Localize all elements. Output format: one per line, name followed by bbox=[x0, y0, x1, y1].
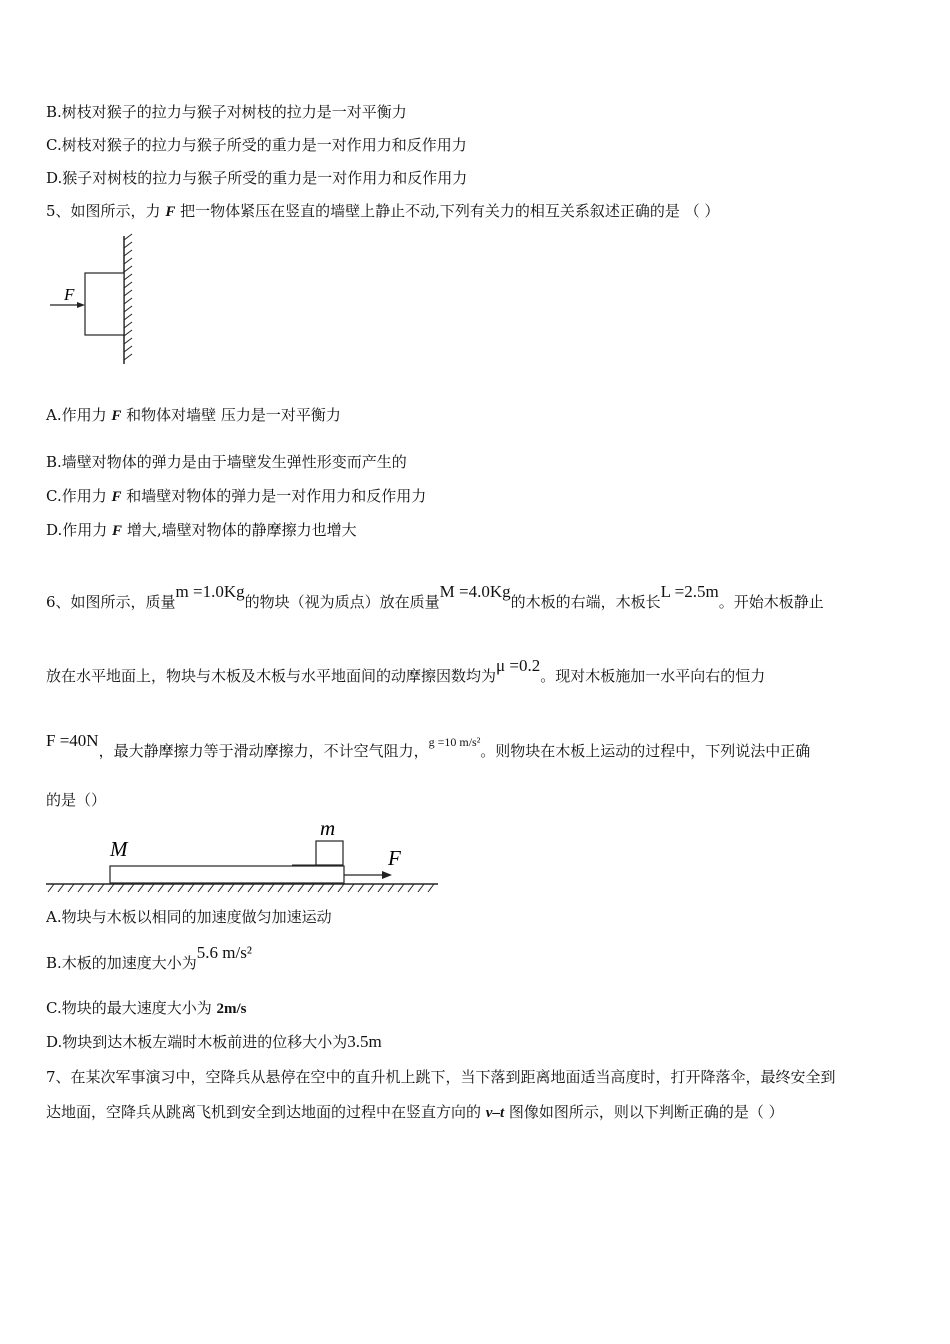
q7-vt-symbol: v–t bbox=[485, 1105, 505, 1121]
q6-friction-coefficient: μ =0.2 bbox=[496, 656, 541, 675]
q5-option-c-text-b: 和墙壁对物体的弹力是一对作用力和反作用力 bbox=[121, 487, 427, 505]
q5-wall-figure bbox=[44, 232, 144, 368]
q6-line-4: 的是（） bbox=[46, 791, 107, 809]
q6-fig-board-label: M bbox=[110, 837, 128, 861]
q5-stem-text-b: 把一物体紧压在竖直的墙壁上静止不动,下列有关力的相互关系叙述正确的是 （ ） bbox=[175, 202, 720, 220]
block bbox=[316, 841, 343, 865]
q5-stem-text-a: 5、如图所示，力 bbox=[46, 202, 166, 220]
q7-text-b: 图像如图所示，则以下判断正确的是（ ） bbox=[504, 1103, 784, 1121]
q5-fig-force-label: F bbox=[64, 285, 75, 304]
q6-text: 的木板的右端，木板长 bbox=[510, 593, 661, 611]
q6-text: 。开始木板静止 bbox=[718, 593, 824, 611]
q6-option-d-value: 3.5m bbox=[347, 1032, 382, 1051]
q7-line-1: 7、在某次军事演习中，空降兵从悬停在空中的直升机上跳下，当下落到距离地面适当高度时，打开降落伞，最终安全到 bbox=[46, 1068, 836, 1086]
q6-option-b-text: B.木板的加速度大小为 bbox=[46, 954, 197, 972]
q4-option-c: C.树枝对猴子的拉力与猴子所受的重力是一对作用力和反作用力 bbox=[46, 136, 467, 154]
q6-text: 放在水平地面上，物块与木板及木板与水平地面间的动摩擦因数均为 bbox=[46, 667, 497, 685]
q6-option-d-text: D.物块到达木板左端时木板前进的位移大小为 bbox=[46, 1033, 348, 1051]
q5-option-a bbox=[46, 405, 341, 426]
q6-option-b-value: 5.6 m/s² bbox=[196, 943, 252, 962]
q5-option-c-text-a: C.作用力 bbox=[46, 487, 112, 505]
q5-option-c bbox=[46, 486, 426, 507]
q6-option-c bbox=[46, 998, 246, 1019]
q5-option-c-force: F bbox=[111, 489, 122, 505]
q7-line-2 bbox=[46, 1102, 784, 1123]
q6-length: L =2.5m bbox=[660, 582, 719, 601]
q6-line-1 bbox=[46, 582, 824, 612]
q6-fig-block-label: m bbox=[320, 818, 336, 840]
q6-option-a: A.物块与木板以相同的加速度做匀加速运动 bbox=[46, 908, 332, 926]
q6-fig-force-label: F bbox=[388, 846, 401, 870]
q7-text-a: 达地面，空降兵从跳离飞机到安全到达地面的过程中在竖直方向的 bbox=[46, 1103, 486, 1121]
q6-text: ，最大静摩擦力等于滑动摩擦力，不计空气阻力， bbox=[98, 742, 429, 760]
q6-board-figure bbox=[44, 818, 444, 894]
q6-force-value: F =40N bbox=[46, 731, 99, 750]
q6-text: 6、如图所示，质量 bbox=[46, 593, 176, 611]
q5-option-d-text-a: D.作用力 bbox=[46, 521, 113, 539]
q6-mass-small: m =1.0Kg bbox=[175, 582, 245, 601]
q6-text: 。则物块在木板上运动的过程中，下列说法中正确 bbox=[480, 742, 811, 760]
q5-option-b: B.墙壁对物体的弹力是由于墙壁发生弹性形变而产生的 bbox=[46, 453, 407, 471]
q6-option-b bbox=[46, 943, 252, 973]
q5-option-a-text-b: 和物体对墙壁 压力是一对平衡力 bbox=[121, 406, 341, 424]
q6-option-d bbox=[46, 1032, 382, 1052]
q4-option-b: B.树枝对猴子的拉力与猴子对树枝的拉力是一对平衡力 bbox=[46, 103, 407, 121]
q6-option-c-text: C.物块的最大速度大小为 bbox=[46, 999, 217, 1017]
q6-mass-large: M =4.0Kg bbox=[439, 582, 511, 601]
q5-stem bbox=[46, 201, 719, 222]
ground-hatching bbox=[48, 884, 434, 892]
q6-line-3 bbox=[46, 731, 811, 762]
q6-gravity: g =10 m/s² bbox=[428, 735, 481, 749]
q6-text: 的物块（视为质点）放在质量 bbox=[244, 593, 440, 611]
q5-option-d bbox=[46, 520, 357, 541]
q6-line-2 bbox=[46, 656, 766, 686]
q6-option-c-value: 2m/s bbox=[216, 1001, 247, 1017]
wall-hatching bbox=[124, 234, 132, 364]
q5-option-a-text-a: A.作用力 bbox=[46, 406, 112, 424]
q5-option-a-force: F bbox=[111, 408, 122, 424]
q5-option-d-text-b: 增大,墙壁对物体的静摩擦力也增大 bbox=[122, 521, 357, 539]
q4-option-d: D.猴子对树枝的拉力与猴子所受的重力是一对作用力和反作用力 bbox=[46, 169, 468, 187]
q5-stem-force-symbol: F bbox=[165, 204, 176, 220]
q6-text: 。现对木板施加一水平向右的恒力 bbox=[540, 667, 766, 685]
q5-option-d-force: F bbox=[112, 523, 123, 539]
block bbox=[85, 273, 124, 335]
board bbox=[110, 866, 344, 883]
